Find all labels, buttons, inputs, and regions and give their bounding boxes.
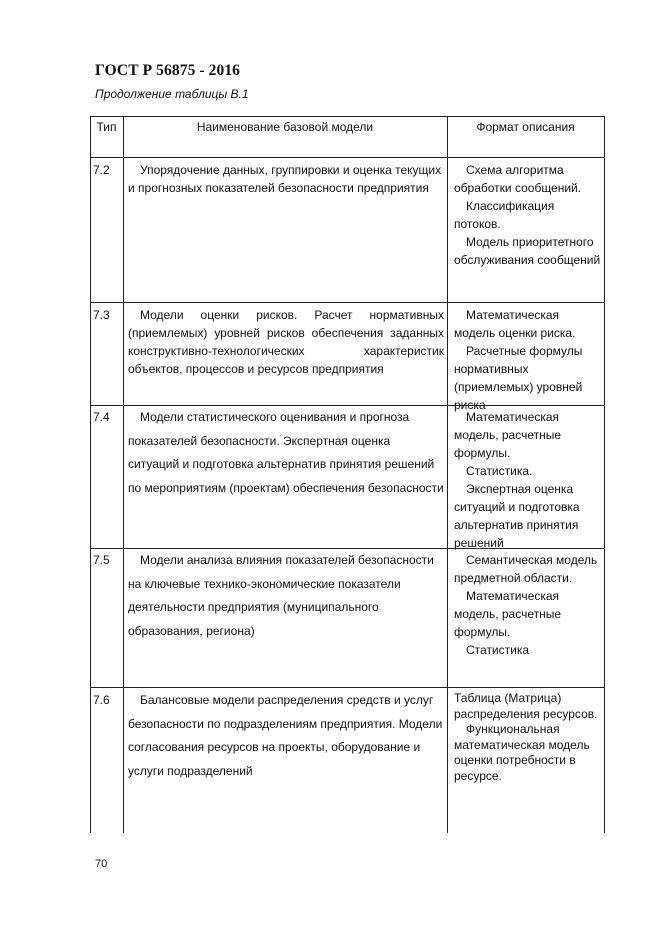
row-format-line: Математическая модель оценки риска. (454, 308, 576, 340)
row-model-name (128, 306, 444, 378)
table-continuation-caption: Продолжение таблицы В.1 (95, 87, 249, 101)
table-border-right (604, 116, 605, 833)
row-format-line: Классификация потоков. (454, 199, 555, 231)
column-header-name: Наименование базовой модели (196, 120, 374, 134)
column-header-format: Формат описания (476, 120, 575, 134)
row-model-name-text: Упорядочение данных, группировки и оценка текущих и прогнозных показателей безопасности предприятия (128, 163, 442, 195)
column-header-type: Тип (96, 120, 117, 134)
row-type: 7.2 (93, 163, 110, 177)
row-type: 7.3 (93, 308, 110, 322)
row-format-line: Экспертная оценка ситуаций и подготовка альтернатив принятия решений (454, 482, 580, 550)
row-type: 7.4 (93, 410, 110, 424)
row-format-line: Расчетные формулы нормативных (приемлемых) уровней риска (454, 344, 583, 412)
row-format-line: Функциональная математическая модель оценки потребности в ресурсе. (454, 722, 590, 783)
row-format-line: Семантическая модель предметной области. (454, 553, 598, 585)
row-type: 7.6 (93, 693, 110, 707)
row-format-line: Таблица (Матрица) распределения ресурсов. (454, 691, 598, 721)
row-model-name-text: Балансовые модели распределения средств и услуг безопасности по подразделениям предприятия. Модели согласования ресурсов на проекты, оборудование и услуги подразделений (128, 693, 443, 778)
row-format-line: Схема алгоритма обработки сообщений. (454, 163, 582, 195)
row-model-name (128, 161, 444, 197)
table-border-left (90, 116, 91, 833)
row-model-name (128, 549, 444, 643)
row-format-line: Математическая модель, расчетные формулы. (454, 410, 562, 460)
row-type: 7.5 (93, 553, 110, 567)
column-divider-2 (447, 116, 448, 833)
models-table (90, 116, 605, 833)
row-model-name-text: Модели анализа влияния показателей безопасности на ключевые технико-экономические показатели деятельности предприятия (муниципального образования, региона) (128, 553, 434, 638)
row-format (454, 408, 601, 552)
row-format (454, 306, 601, 414)
row-model-name-text: Модели оценки рисков. Расчет нормативных (приемлемых) уровней рисков обеспечения заданных конструктивно-технологических характеристик объектов, процессов и ресурсов предприятия (128, 308, 444, 376)
document-title: ГОСТ Р 56875 - 2016 (95, 62, 241, 79)
column-divider-1 (123, 116, 124, 833)
row-format (454, 161, 601, 269)
row-model-name (128, 406, 444, 500)
row-format (454, 551, 601, 659)
table-border-top (90, 116, 605, 117)
header-divider (90, 157, 605, 158)
row-format-line: Статистика. (466, 464, 533, 478)
row-format-line: Модель приоритетного обслуживания сообщений (454, 235, 601, 267)
row-format (454, 691, 601, 784)
page-number: 70 (95, 858, 108, 870)
row-divider-1 (90, 302, 605, 303)
row-divider-4 (90, 687, 605, 688)
row-model-name (128, 689, 444, 783)
row-model-name-text: Модели статистического оценивания и прогноза показателей безопасности. Экспертная оценка ситуаций и подготовка альтернатив принятия решений по мероприятиям (проектам) обеспечения безопасности (128, 410, 444, 495)
row-format-line: Статистика (466, 643, 530, 657)
row-format-line: Математическая модель, расчетные формулы. (454, 589, 562, 639)
